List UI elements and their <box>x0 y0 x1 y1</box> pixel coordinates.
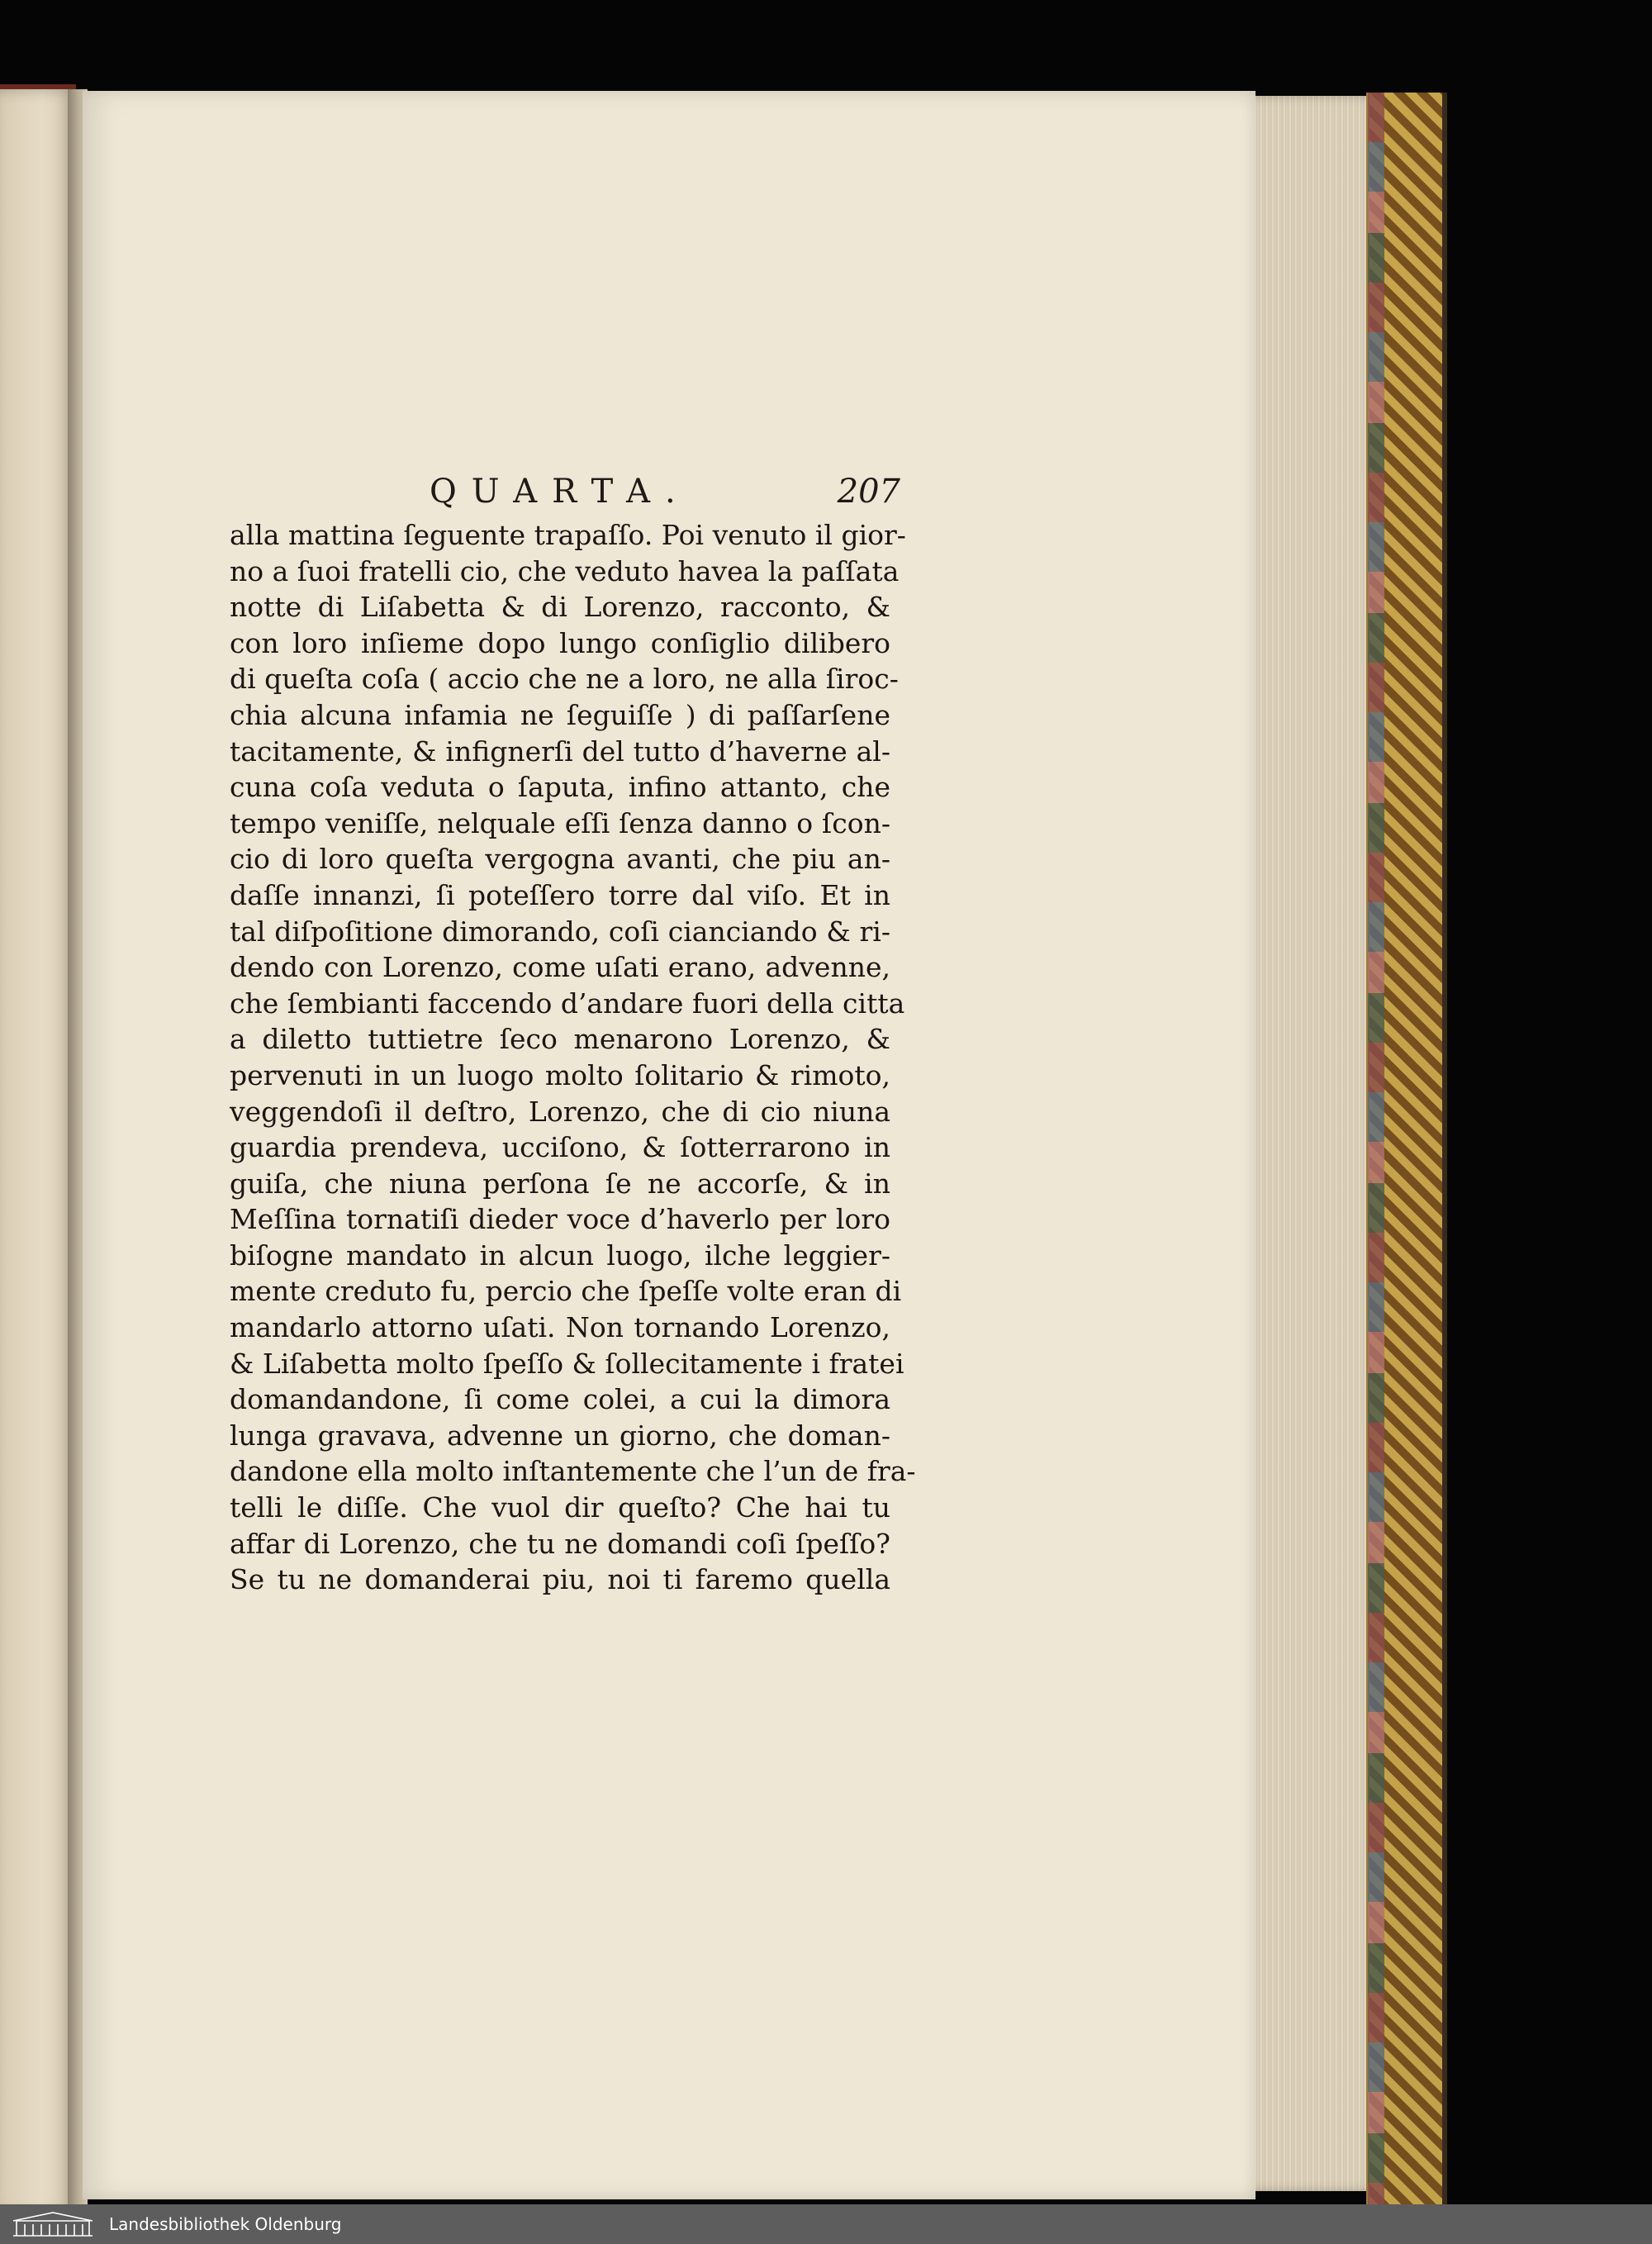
page-header <box>430 473 900 522</box>
text-line: no a ſuoi fratelli cio, che veduto havea la paſſata <box>230 554 900 587</box>
text-line: di queſta coſa ( accio che ne a loro, ne alla ſiroc- <box>230 663 899 696</box>
page-number: 207 <box>837 473 900 511</box>
marbled-edge <box>1368 93 1384 2208</box>
text-line: tempo veniſſe, nelquale eſſi ſenza danno o ſcon- <box>230 806 890 839</box>
text-line: daſſe innanzi, ſi poteſſero torre dal viſo. Et in <box>230 878 890 911</box>
text-line: a diletto tuttietre ſeco menarono Lorenzo, & <box>230 1023 890 1056</box>
text-line: cio di loro queſta vergogna avanti, che piu an- <box>230 843 890 876</box>
text-line: guiſa, che niuna perſona ſe ne accorſe, & in <box>230 1167 890 1200</box>
text-line: & Liſabetta molto ſpeſſo & ſollecitamente i fratei <box>230 1347 904 1380</box>
text-line: cuna coſa veduta o ſaputa, infino attanto, che <box>230 771 890 804</box>
text-line: mente creduto fu, percio che ſpeſſe volte eran di <box>230 1275 902 1308</box>
text-line: tal diſpoſitione dimorando, coſi cianciando & ri- <box>230 915 890 948</box>
text-line: tacitamente, & infignerſi del tutto d’haverne al- <box>230 735 890 768</box>
text-line: che ſembianti faccendo d’andare fuori della citta <box>230 987 905 1020</box>
text-line: dendo con Lorenzo, come uſati erano, advenne, <box>230 951 890 984</box>
text-line: guardia prendeva, ucciſono, & ſotterrarono in <box>230 1131 890 1164</box>
text-line: lunga gravava, advenne un giorno, che doman- <box>230 1419 890 1452</box>
body-text <box>230 517 916 1598</box>
text-line: telli le diſſe. Che vuol dir queſto? Che hai tu <box>230 1491 890 1524</box>
text-line: Meſſina tornatiſi dieder voce d’haverlo per loro <box>230 1203 890 1236</box>
text-line: Se tu ne domanderai piu, noi ti faremo quella <box>230 1563 890 1596</box>
text-line: veggendoſi il deſtro, Lorenzo, che di cio niuna <box>230 1095 890 1128</box>
text-line: domandandone, ſi come colei, a cui la dimora <box>230 1383 890 1416</box>
text-line: biſogne mandato in alcun luogo, ilche leggier- <box>230 1238 890 1272</box>
text-line: alla mattina ſeguente trapaſſo. Poi venuto il gior- <box>230 519 906 551</box>
running-head: QUARTA. <box>430 473 691 511</box>
text-line: mandarlo attorno uſati. Non tornando Lorenzo, <box>230 1311 890 1344</box>
footer-bar <box>0 2204 1652 2244</box>
left-page-edge <box>0 84 76 2214</box>
text-line: affar di Lorenzo, che tu ne domandi coſi ſpeſſo? <box>230 1527 890 1560</box>
text-line: chia alcuna infamia ne ſeguiſſe ) di paſſarſene <box>230 698 890 731</box>
library-building-icon <box>12 2211 94 2237</box>
text-line: con loro inſieme dopo lungo conſiglio dilibero <box>230 626 890 659</box>
text-line: dandone ella molto inſtantemente che l’un de fra- <box>230 1455 916 1488</box>
library-name: Landesbibliothek Oldenburg <box>109 2214 342 2234</box>
text-line: notte di Liſabetta & di Lorenzo, racconto, & <box>230 591 890 624</box>
text-line: pervenuti in un luogo molto ſolitario & rimoto, <box>230 1058 890 1091</box>
